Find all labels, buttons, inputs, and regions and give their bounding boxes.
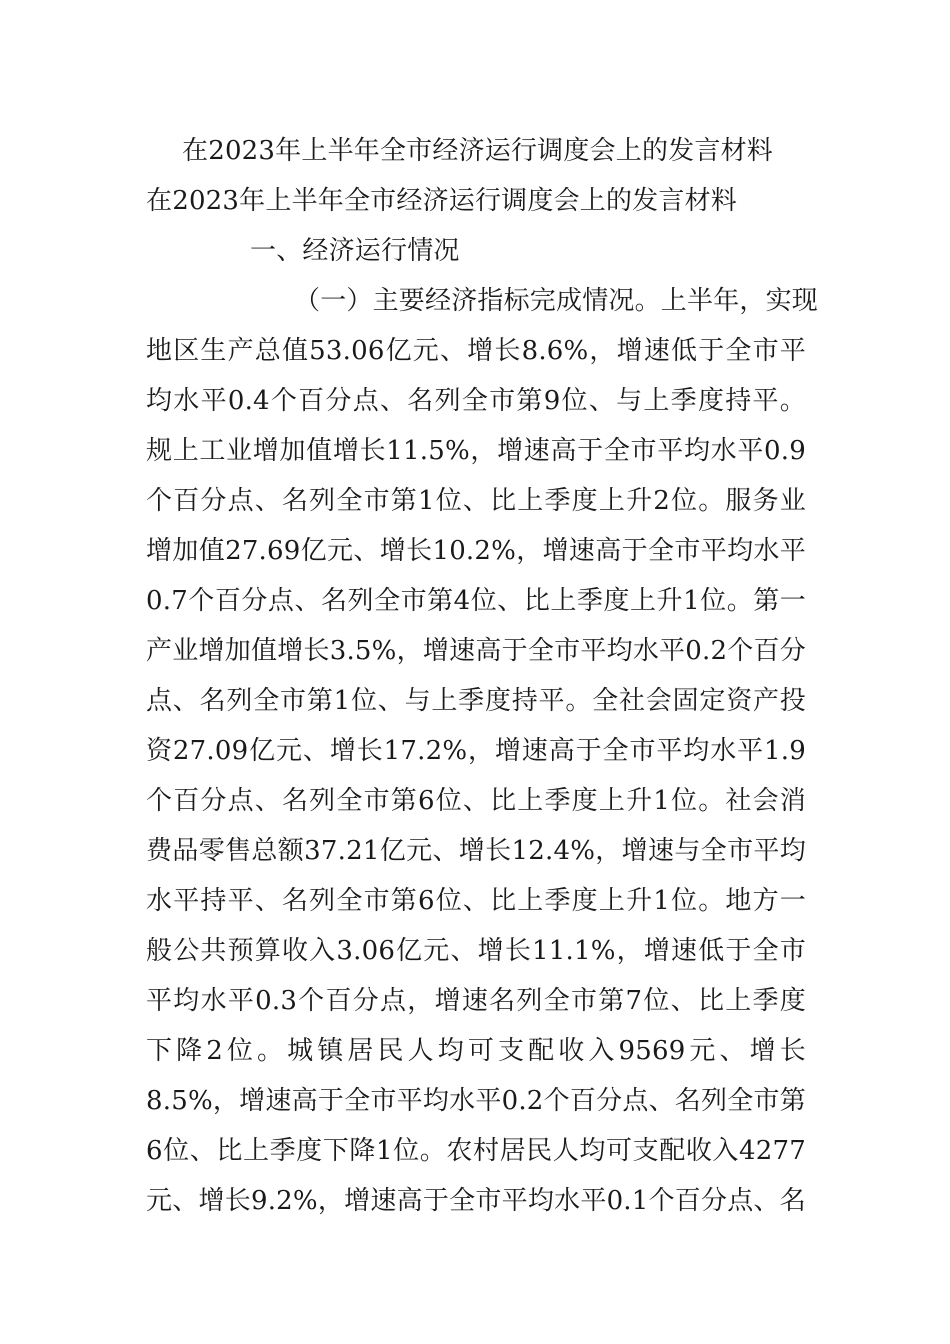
- paragraph-line: 元、增长9.2%，增速高于全市平均水平0.1个百分点、名: [146, 1186, 806, 1216]
- paragraph-line: 均水平0.4个百分点、名列全市第9位、与上季度持平。: [146, 386, 806, 416]
- document-title: 在2023年上半年全市经济运行调度会上的发言材料: [182, 136, 773, 166]
- paragraph-line: 资27.09亿元、增长17.2%，增速高于全市平均水平1.9: [146, 736, 806, 766]
- paragraph-line: （一）主要经济指标完成情况。上半年，实现: [294, 286, 819, 316]
- paragraph-line: 费品零售总额37.21亿元、增长12.4%，增速与全市平均: [146, 836, 806, 866]
- paragraph-line: 0.7个百分点、名列全市第4位、比上季度上升1位。第一: [146, 586, 806, 616]
- paragraph-line: 产业增加值增长3.5%，增速高于全市平均水平0.2个百分: [146, 636, 806, 666]
- paragraph-line: 点、名列全市第1位、与上季度持平。全社会固定资产投: [146, 686, 806, 716]
- paragraph-line: 6位、比上季度下降1位。农村居民人均可支配收入4277: [146, 1136, 806, 1166]
- section-heading: 一、经济运行情况: [250, 236, 460, 266]
- paragraph-line: 8.5%，增速高于全市平均水平0.2个百分点、名列全市第: [146, 1086, 806, 1116]
- paragraph-line: 个百分点、名列全市第6位、比上季度上升1位。社会消: [146, 786, 806, 816]
- paragraph-line: 下降2位。城镇居民人均可支配收入9569元、增长: [146, 1036, 806, 1066]
- paragraph-line: 平均水平0.3个百分点，增速名列全市第7位、比上季度: [146, 986, 806, 1016]
- document-subtitle: 在2023年上半年全市经济运行调度会上的发言材料: [146, 186, 737, 216]
- paragraph-line: 个百分点、名列全市第1位、比上季度上升2位。服务业: [146, 486, 806, 516]
- paragraph-line: 水平持平、名列全市第6位、比上季度上升1位。地方一: [146, 886, 806, 916]
- paragraph-line: 地区生产总值53.06亿元、增长8.6%，增速低于全市平: [146, 336, 806, 366]
- paragraph-line: 般公共预算收入3.06亿元、增长11.1%，增速低于全市: [146, 936, 806, 966]
- paragraph-line: 增加值27.69亿元、增长10.2%，增速高于全市平均水平: [146, 536, 806, 566]
- paragraph-line: 规上工业增加值增长11.5%，增速高于全市平均水平0.9: [146, 436, 806, 466]
